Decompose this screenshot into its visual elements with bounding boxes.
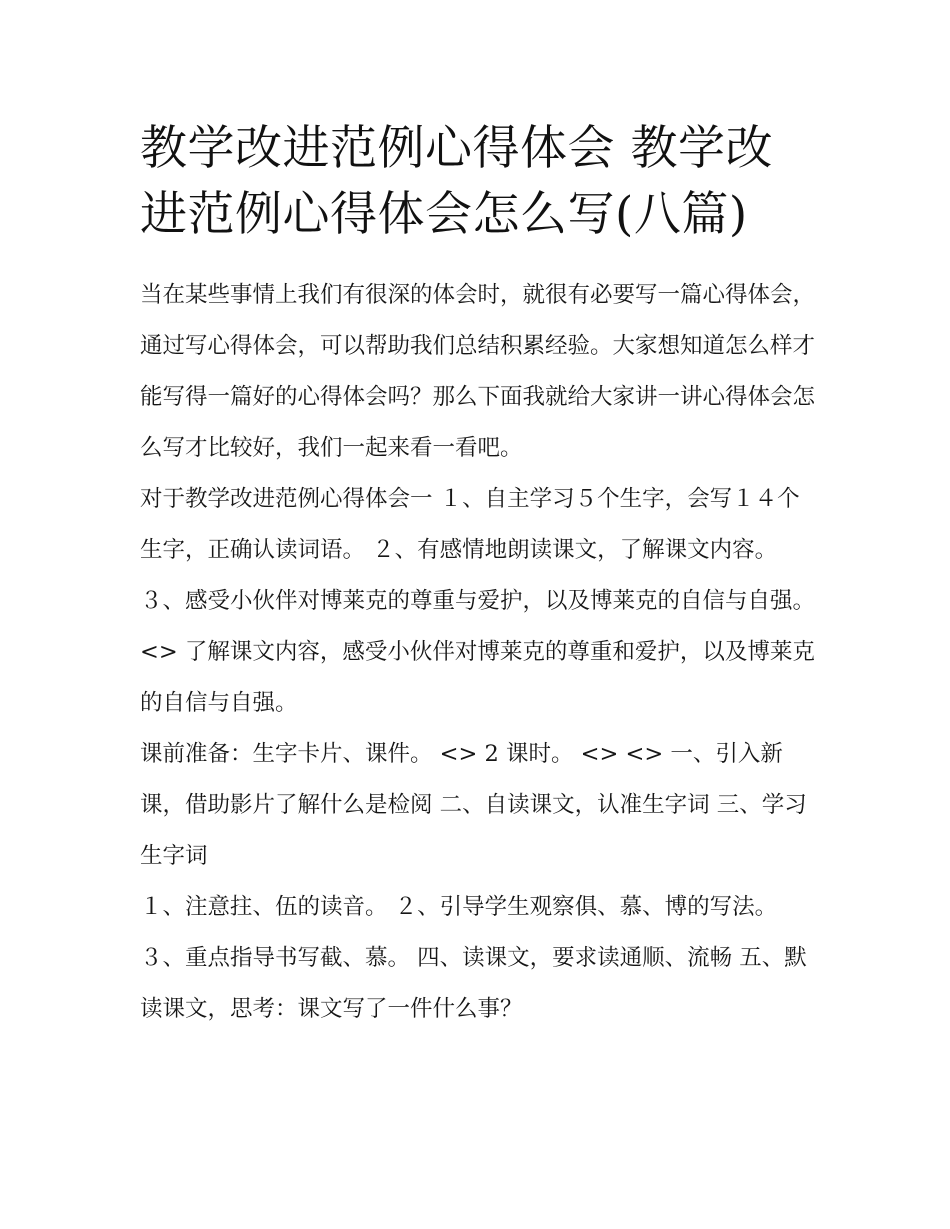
paragraph-objectives: 对于教学改进范例心得体会一 １、自主学习５个生字，会写１４个生字，正确认读词语。 ２、有感情地朗读课文，了解课文内容。 (140, 486, 800, 563)
paragraph-preparation: 课前准备：生字卡片、课件。 <> 2 课时。 <> <> 一、引入新课，借助影片了解什么是检阅 二、自读课文，认准生字词 三、学习生字词 (140, 741, 807, 869)
document-title: 教学改进范例心得体会 教学改进范例心得体会怎么写(八篇) (140, 121, 773, 242)
paragraph-intro: 当在某些事情上我们有很深的体会时，就很有必要写一篇心得体会，通过写心得体会，可以帮助我们总结积累经验。大家想知道怎么样才能写得一篇好的心得体会吗？那么下面我就给大家讲一讲心得体会怎么写才比较好，我们一起来看一看吧。 (140, 282, 816, 461)
paragraph-procedure: １、注意拄、伍的读音。 ２、引导学生观察俱、慕、博的写法。 ３、重点指导书写截、慕。 四、读课文，要求读通顺、流畅 五、默读课文，思考：课文写了一件什么事？ (140, 894, 807, 1022)
paragraph-key-points: ３、感受小伙伴对博莱克的尊重与爱护，以及博莱克的自信与自强。 <> 了解课文内容，感受小伙伴对博莱克的尊重和爱护，以及博莱克的自信与自强。 (140, 588, 816, 716)
document-content (140, 116, 815, 1035)
